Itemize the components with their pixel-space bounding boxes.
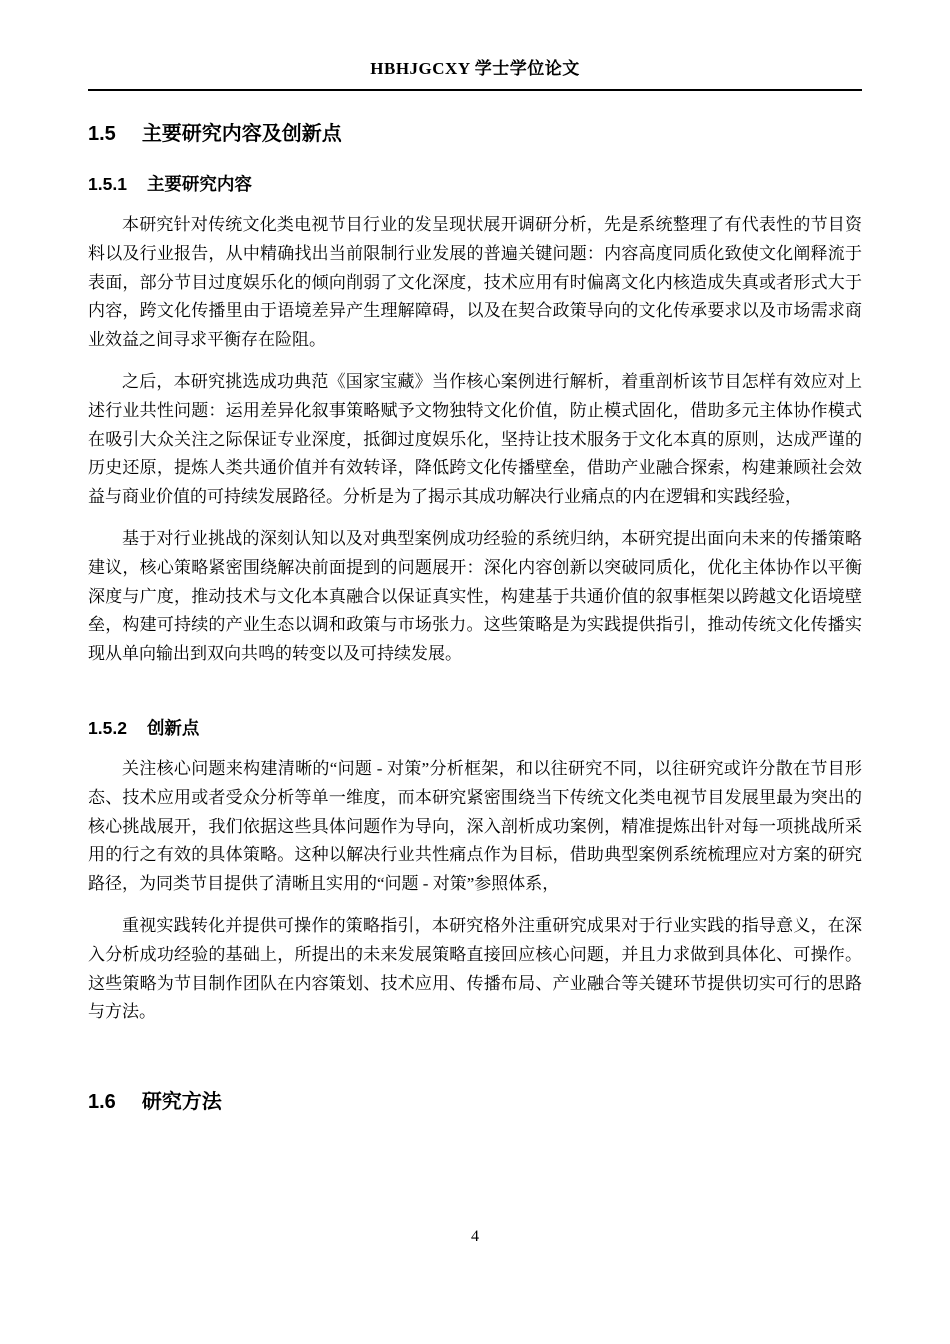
paragraph-1-5-1-c: 基于对行业挑战的深刻认知以及对典型案例成功经验的系统归纳，本研究提出面向未来的传播策略建议，核心策略紧密围绕解决前面提到的问题展开：深化内容创新以突破同质化，优化主体协作以平衡深度与广度，推动技术与文化本真融合以保证真实性，构建基于共通价值的叙事框架以跨越文化语境壁垒，构建可持续的产业生态以调和政策与市场张力。这些策略是为实践提供指引，推动传统文化传播实现从单向输出到双向共鸣的转变以及可持续发展。 xyxy=(88,528,862,664)
section-title: 研究方法 xyxy=(141,1091,222,1114)
section-number: 1.6 xyxy=(88,1091,116,1114)
page-number: 4 xyxy=(471,1228,479,1245)
section-title: 主要研究内容及创新点 xyxy=(141,123,342,145)
paragraph-1-5-1-a: 本研究针对传统文化类电视节目行业的发呈现状展开调研分析，先是系统整理了有代表性的节目资料以及行业报告，从中精确找出当前限制行业发展的普遍关键问题：内容高度同质化致使文化阐释流于表面，部分节目过度娱乐化的倾向削弱了文化深度，技术应用有时偏离文化内核造成失真或者形式大于内容，跨文化传播里由于语境差异产生理解障碍，以及在契合政策导向的文化传承要求以及市场需求商业效益之间寻求平衡存在险阻。 xyxy=(88,215,862,350)
section-heading-1-5 xyxy=(88,121,862,147)
subsection-heading-1-5-1 xyxy=(88,173,862,196)
section-number: 1.5 xyxy=(88,123,116,145)
paragraph-1-5-1-b: 之后，本研究挑选成功典范《国家宝藏》当作核心案例进行解析，着重剖析该节目怎样有效应对上述行业共性问题：运用差异化叙事策略赋予文物独特文化价值，防止模式固化，借助多元主体协作模式在吸引大众关注之际保证专业深度，抵御过度娱乐化，坚持让技术服务于文化本真的原则，达成严谨的历史还原，提炼人类共通价值并有效转译，降低跨文化传播壁垒，借助产业融合探索，构建兼顾社会效益与商业价值的可持续发展路径。分析是为了揭示其成功解决行业痛点的内在逻辑和实践经验， xyxy=(88,371,862,507)
subsection-number: 1.5.2 xyxy=(88,717,127,738)
paragraph-1-5-2-a: 关注核心问题来构建清晰的“问题 - 对策”分析框架，和以往研究不同，以往研究或许分散在节目形态、技术应用或者受众分析等单一维度，而本研究紧密围绕当下传统文化类电视节目发展里最为突出的核心挑战展开，我们依据这些具体问题作为导向，深入剖析成功案例，精准提炼出针对每一项挑战所采用的行之有效的具体策略。这种以解决行业共性痛点作为目标，借助典型案例系统梳理应对方案的研究路径，为同类节目提供了清晰且实用的“问题 - 对策”参照体系， xyxy=(88,758,862,894)
section-heading-1-6 xyxy=(88,1089,862,1115)
subsection-title: 创新点 xyxy=(146,717,200,738)
subsection-heading-1-5-2 xyxy=(88,717,862,740)
running-head: HBHJGCXY 学士学位论文 xyxy=(370,59,580,78)
header-divider xyxy=(88,89,862,91)
subsection-title: 主要研究内容 xyxy=(146,174,252,194)
subsection-number: 1.5.1 xyxy=(88,174,127,194)
paragraph-1-5-2-b: 重视实践转化并提供可操作的策略指引，本研究格外注重研究成果对于行业实践的指导意义，在深入分析成功经验的基础上，所提出的未来发展策略直接回应核心问题，并且力求做到具体化、可操作。这些策略为节目制作团队在内容策划、技术应用、传播布局、产业融合等关键环节提供切实可行的思路与方法。 xyxy=(88,915,862,1022)
